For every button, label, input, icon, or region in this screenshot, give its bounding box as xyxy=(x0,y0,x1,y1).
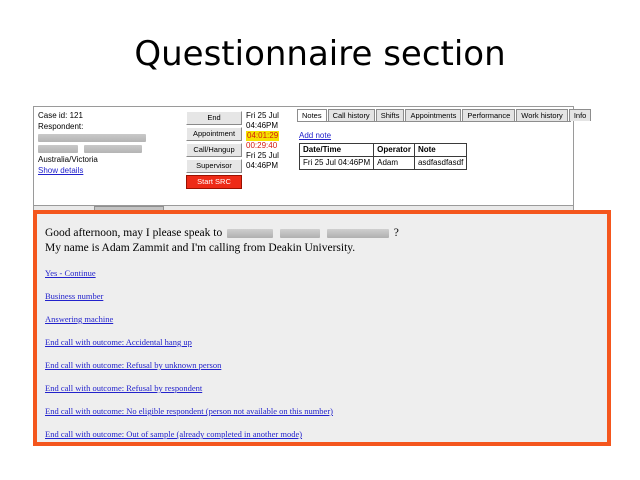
questionnaire-script-panel xyxy=(33,210,611,446)
option-accidental-hangup[interactable]: End call with outcome: Accidental hang up xyxy=(45,337,192,347)
tab-notes[interactable]: Notes xyxy=(297,109,327,121)
start-src-button[interactable]: Start SRC xyxy=(186,175,242,189)
case-location: Australia/Victoria xyxy=(38,155,98,164)
page-title: Questionnaire section xyxy=(134,34,506,74)
notes-table xyxy=(299,143,467,170)
timer-call-elapsed: 00:29:40 xyxy=(246,141,278,150)
timer-line: 04:46PM xyxy=(246,161,279,170)
option-yes-continue[interactable]: Yes - Continue xyxy=(45,268,96,278)
call-action-buttons xyxy=(186,111,242,191)
tab-appointments[interactable]: Appointments xyxy=(405,109,461,121)
tab-call-history[interactable]: Call history xyxy=(328,109,375,121)
column-header-operator: Operator xyxy=(374,144,415,157)
redaction-bar xyxy=(227,229,273,238)
application-window xyxy=(33,106,587,216)
greeting-line-1 xyxy=(45,226,597,241)
column-header-note: Note xyxy=(414,144,466,157)
timer-line: Fri 25 Jul xyxy=(246,151,279,160)
redaction-bar xyxy=(84,145,142,153)
cell-note: asdfasdfasdf xyxy=(414,157,466,170)
redaction-bar xyxy=(38,145,78,153)
response-options-list xyxy=(45,268,597,439)
tab-shifts[interactable]: Shifts xyxy=(376,109,405,121)
greeting-prefix: Good afternoon, may I please speak to xyxy=(45,227,223,239)
redaction-bar xyxy=(38,134,146,142)
option-out-of-sample[interactable]: End call with outcome: Out of sample (already completed in another mode) xyxy=(45,429,303,439)
option-answering-machine[interactable]: Answering machine xyxy=(45,314,114,324)
tab-panel xyxy=(297,109,587,213)
option-refusal-unknown-person[interactable]: End call with outcome: Refusal by unknown person xyxy=(45,360,222,370)
tab-info[interactable]: Info xyxy=(569,109,592,121)
greeting-line-2: My name is Adam Zammit and I'm calling from Deakin University. xyxy=(45,242,356,254)
cell-operator: Adam xyxy=(374,157,415,170)
redaction-bar xyxy=(280,229,320,238)
end-button[interactable]: End xyxy=(186,111,242,125)
show-details-link[interactable]: Show details xyxy=(38,166,84,175)
tab-work-history[interactable]: Work history xyxy=(516,109,568,121)
option-business-number[interactable]: Business number xyxy=(45,291,104,301)
option-refusal-by-respondent[interactable]: End call with outcome: Refusal by respondent xyxy=(45,383,203,393)
cell-datetime: Fri 25 Jul 04:46PM xyxy=(300,157,374,170)
tab-performance[interactable]: Performance xyxy=(462,109,515,121)
call-hangup-button[interactable]: Call/Hangup xyxy=(186,143,242,157)
tab-content-notes xyxy=(297,121,571,170)
option-no-eligible-respondent[interactable]: End call with outcome: No eligible respondent (person not available on this number) xyxy=(45,406,333,416)
case-id-label: Case id: 121 xyxy=(38,111,83,120)
timer-line: Fri 25 Jul xyxy=(246,111,279,120)
supervisor-button[interactable]: Supervisor xyxy=(186,159,242,173)
redaction-bar xyxy=(327,229,389,238)
appointment-button[interactable]: Appointment xyxy=(186,127,242,141)
timers-panel xyxy=(246,111,294,171)
case-info-panel xyxy=(38,110,178,176)
respondent-name-redacted xyxy=(38,132,178,143)
add-note-link[interactable]: Add note xyxy=(299,131,332,140)
tab-strip xyxy=(297,109,587,121)
timer-line: 04:46PM xyxy=(246,121,279,130)
table-row xyxy=(300,157,467,170)
column-header-datetime: Date/Time xyxy=(300,144,374,157)
respondent-phone-redacted xyxy=(38,143,178,154)
table-header-row xyxy=(300,144,467,157)
greeting-suffix: ? xyxy=(393,227,399,239)
timer-shift-elapsed: 04:01:29 xyxy=(247,131,279,140)
respondent-label: Respondent: xyxy=(38,122,84,131)
